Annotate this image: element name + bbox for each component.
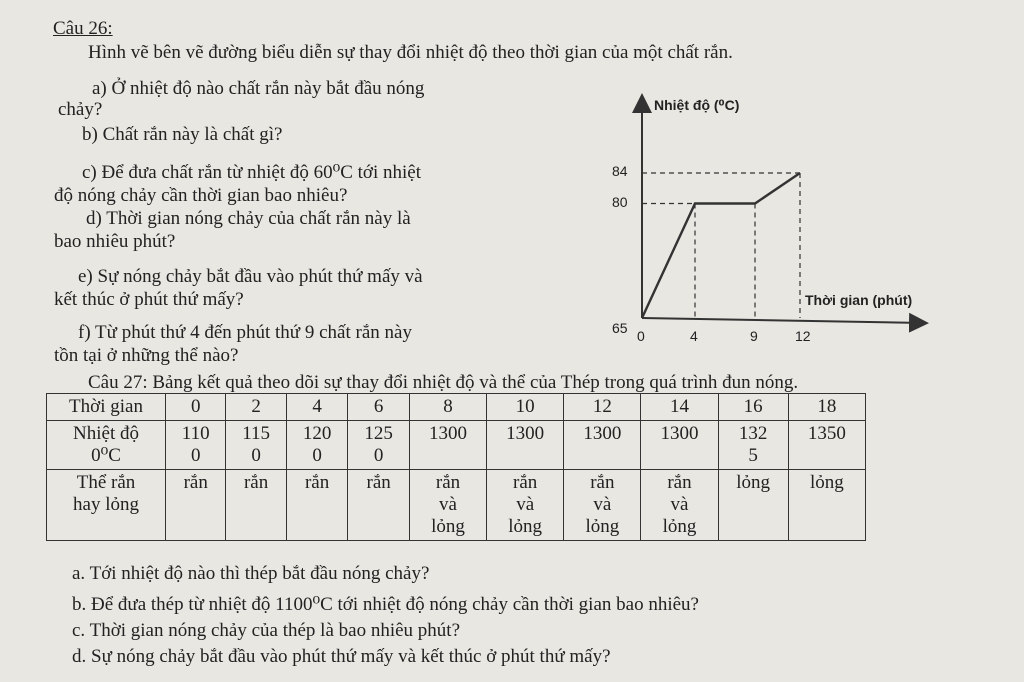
- state-cell-line: rắn: [435, 472, 461, 493]
- state-cell-line: [793, 516, 861, 538]
- temp-cell-line: [491, 445, 559, 467]
- time-cell: 18: [788, 394, 865, 421]
- state-cell-line: rắn: [183, 472, 208, 493]
- state-cell-line: và: [593, 494, 612, 515]
- state-cell-line: [352, 516, 405, 538]
- q26-e-line2: kết thúc ở phút thứ mấy?: [54, 289, 244, 310]
- state-cell-line: [723, 516, 784, 538]
- temp-cell: [166, 421, 226, 470]
- state-cell: [564, 470, 641, 541]
- x-tick-label: 12: [795, 328, 811, 344]
- time-cell: 10: [487, 394, 564, 421]
- time-cell: 4: [286, 394, 348, 421]
- series-line: [642, 173, 800, 318]
- state-cell: [718, 470, 788, 541]
- temp-cell: [641, 421, 718, 470]
- temp-cell: [564, 421, 641, 470]
- state-cell-line: [170, 494, 221, 516]
- temp-cell-line: [414, 445, 482, 467]
- time-cell: 6: [348, 394, 410, 421]
- temp-cell: [788, 421, 865, 470]
- state-cell: [166, 470, 226, 541]
- temperature-time-graph: [600, 85, 960, 355]
- state-cell-line: và: [516, 494, 535, 515]
- state-cell-line: rắn: [590, 472, 615, 493]
- x-axis-label: Thời gian (phút): [805, 292, 913, 308]
- q26-f-line2: tồn tại ở những thể nào?: [54, 345, 239, 366]
- state-cell-line: [793, 494, 861, 516]
- state-cell-line: và: [670, 494, 689, 515]
- state-cell-line: [291, 516, 344, 538]
- x-axis: [642, 318, 925, 323]
- y-axis-label: Nhiệt độ (⁰C): [654, 97, 740, 113]
- time-cell: 16: [718, 394, 788, 421]
- q26-intro: Hình vẽ bên vẽ đường biểu diễn sự thay đổi nhiệt độ theo thời gian của một chất rắn.: [88, 42, 733, 63]
- state-cell: [641, 470, 718, 541]
- state-cell: [409, 470, 486, 541]
- state-cell: [788, 470, 865, 541]
- y-tick-label: 80: [612, 193, 628, 210]
- state-cell-line: lỏng: [585, 516, 620, 537]
- q26-d-line2: bao nhiêu phút?: [54, 231, 176, 252]
- state-cell-line: rắn: [243, 472, 269, 493]
- state-cell-line: lỏng: [662, 516, 697, 537]
- row-temp-label: [47, 421, 166, 470]
- x-tick-label: 9: [750, 328, 758, 344]
- temp-cell-line: 1300: [583, 423, 622, 444]
- q27-qb: b. Để đưa thép từ nhiệt độ 1100⁰C tới nhiệt độ nóng chảy cần thời gian bao nhiêu?: [72, 594, 699, 615]
- state-cell-line: [723, 494, 784, 516]
- state-cell: [286, 470, 348, 541]
- temp-cell: [348, 421, 410, 470]
- state-cell-line: rắn: [667, 472, 692, 493]
- temp-cell-line: 1300: [429, 423, 468, 444]
- state-cell-line: [230, 516, 281, 538]
- y-tick-label: 84: [612, 163, 628, 179]
- y-tick-label: 65: [612, 320, 628, 336]
- row-state-label-2: hay lỏng: [73, 494, 139, 515]
- time-cell: 14: [641, 394, 718, 421]
- q26-a-line1: a) Ở nhiệt độ nào chất rắn này bắt đầu nóng: [92, 78, 425, 99]
- temp-cell-line: 5: [748, 445, 758, 466]
- time-cell: 0: [166, 394, 226, 421]
- temp-cell-line: [645, 445, 713, 467]
- temp-cell: [718, 421, 788, 470]
- time-cell: 8: [409, 394, 486, 421]
- x-tick-label: 0: [637, 328, 645, 344]
- q26-c-line2: độ nóng chảy cần thời gian bao nhiêu?: [54, 185, 348, 206]
- state-cell-line: rắn: [366, 472, 391, 493]
- q26-e-line1: e) Sự nóng chảy bắt đầu vào phút thứ mấy và: [78, 266, 423, 287]
- q26-d-line1: d) Thời gian nóng chảy của chất rắn này là: [86, 208, 411, 229]
- temp-cell-line: 120: [302, 423, 332, 444]
- row-temp-label-2: 0⁰C: [91, 445, 121, 466]
- temp-cell-line: 0: [312, 445, 322, 466]
- temp-cell-line: [793, 445, 861, 467]
- q27-title: Câu 27: Bảng kết quả theo dõi sự thay đổi nhiệt độ và thể của Thép trong quá trình đun nóng.: [88, 372, 799, 393]
- temp-cell-line: 1350: [807, 423, 846, 444]
- temp-cell-line: [568, 445, 636, 467]
- q26-f-line1: f) Từ phút thứ 4 đến phút thứ 9 chất rắn này: [78, 322, 412, 343]
- time-cell: 12: [564, 394, 641, 421]
- state-cell-line: [230, 494, 281, 516]
- state-cell-line: [352, 494, 405, 516]
- x-tick-label: 4: [690, 328, 698, 344]
- temp-cell-line: 0: [373, 445, 384, 466]
- temp-cell-line: 1300: [660, 423, 699, 444]
- q26-c-line1: c) Để đưa chất rắn từ nhiệt độ 60⁰C tới nhiệt: [82, 162, 422, 183]
- state-cell-line: lỏng: [810, 472, 844, 493]
- state-cell-line: lỏng: [508, 516, 543, 537]
- q27-qd: d. Sự nóng chảy bắt đầu vào phút thứ mấy và kết thúc ở phút thứ mấy?: [72, 646, 611, 667]
- q27-qc: c. Thời gian nóng chảy của thép là bao nhiêu phút?: [72, 620, 460, 641]
- steel-heating-table: [46, 393, 866, 541]
- state-cell-line: [170, 516, 221, 538]
- temp-cell-line: 110: [181, 423, 210, 444]
- row-temp-label-1: Nhiệt độ: [73, 423, 139, 444]
- state-cell: [348, 470, 410, 541]
- temp-cell-line: 132: [738, 423, 768, 444]
- state-cell-line: lỏng: [736, 472, 771, 493]
- temp-cell-line: 0: [251, 445, 261, 466]
- q26-b: b) Chất rắn này là chất gì?: [82, 124, 283, 145]
- temp-cell: [487, 421, 564, 470]
- temp-cell-line: 0: [190, 445, 201, 466]
- state-cell: [226, 470, 286, 541]
- row-state-label: [47, 470, 166, 541]
- state-cell-line: và: [439, 494, 457, 515]
- row-state-label-1: Thể rắn: [76, 472, 136, 493]
- temp-cell-line: 1300: [506, 423, 545, 444]
- state-cell-line: [291, 494, 344, 516]
- state-cell-line: lỏng: [431, 516, 465, 537]
- q26-title: Câu 26:: [53, 18, 113, 39]
- temp-cell: [409, 421, 486, 470]
- time-cell: 2: [226, 394, 286, 421]
- temp-cell-line: 115: [242, 423, 270, 444]
- state-cell-line: rắn: [304, 472, 330, 493]
- q27-qa: a. Tới nhiệt độ nào thì thép bắt đầu nóng chảy?: [72, 563, 430, 584]
- temp-cell-line: 125: [364, 423, 393, 444]
- state-cell-line: rắn: [513, 472, 538, 493]
- state-cell: [487, 470, 564, 541]
- temp-cell: [286, 421, 348, 470]
- temp-cell: [226, 421, 286, 470]
- row-time-label: Thời gian: [47, 394, 166, 421]
- q26-a-line2: chảy?: [58, 99, 103, 120]
